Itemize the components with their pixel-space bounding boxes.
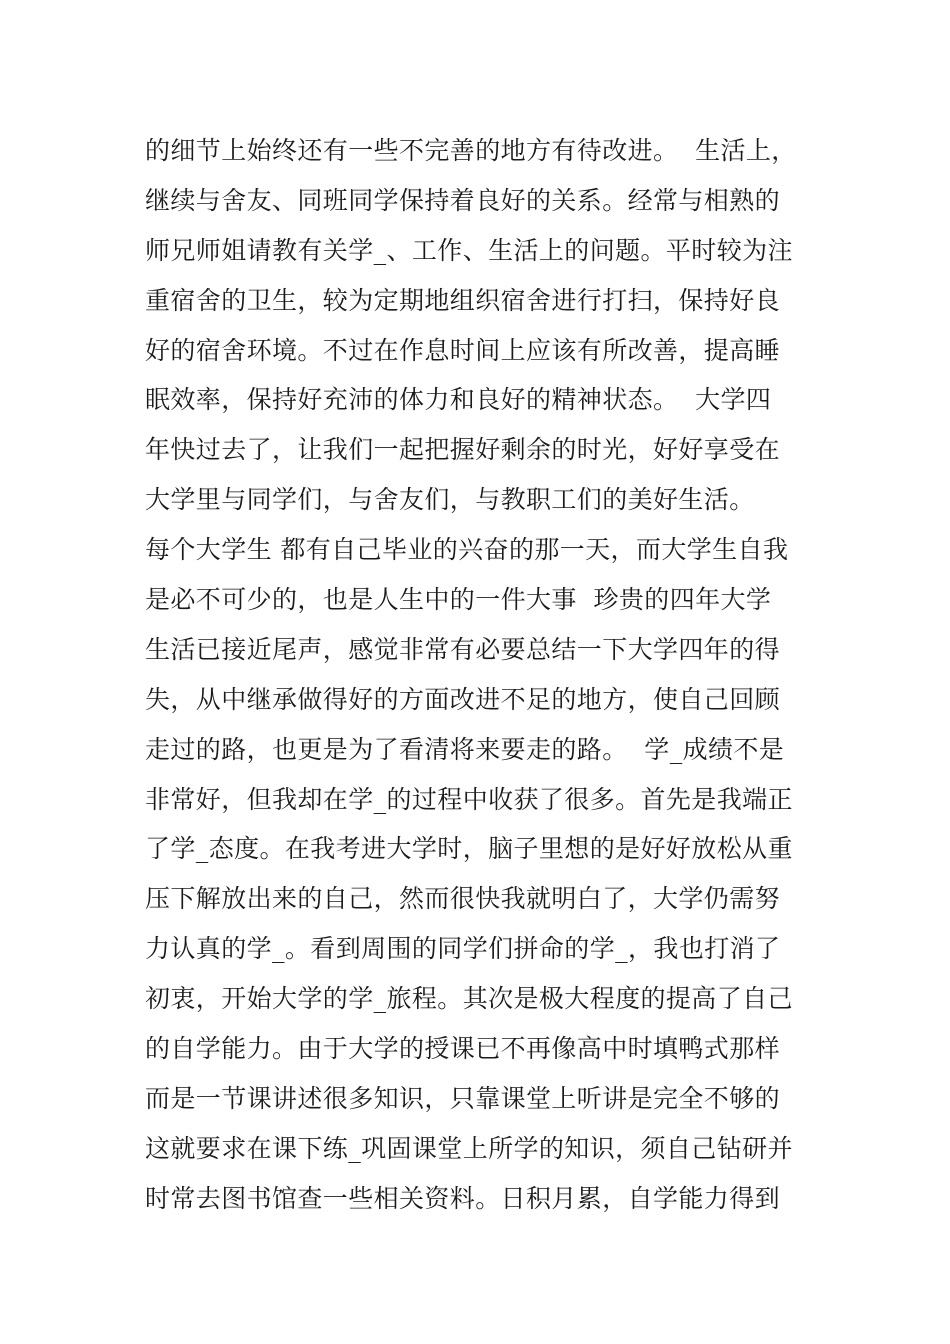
text-line: 而是一节课讲述很多知识，只靠课堂上听讲是完全不够的 — [145, 1083, 781, 1113]
text-line: 眠效率，保持好充沛的体力和良好的精神状态。 大学四 — [145, 385, 772, 415]
text-line: 这就要求在课下练_巩固课堂上所学的知识，须自己钻研并 — [145, 1133, 793, 1163]
document-body-text — [145, 126, 810, 1224]
text-line: 年快过去了，让我们一起把握好剩余的时光，好好享受在 — [145, 435, 781, 465]
text-line: 是必不可少的，也是人生中的一件大事 珍贵的四年大学 — [145, 585, 772, 615]
text-line: 每个大学生 都有自己毕业的兴奋的那一天，而大学生自我 — [145, 535, 789, 565]
text-line: 师兄师姐请教有关学_、工作、生活上的问题。平时较为注 — [145, 235, 793, 265]
text-line: 大学里与同学们，与舍友们，与教职工们的美好生活。 — [145, 485, 755, 515]
text-line: 生活已接近尾声，感觉非常有必要总结一下大学四年的得 — [145, 634, 781, 664]
text-line: 了学_态度。在我考进大学时，脑子里想的是好好放松从重 — [145, 834, 793, 864]
text-line: 力认真的学_。看到周围的同学们拼命的学_，我也打消了 — [145, 934, 781, 964]
text-line: 走过的路，也更是为了看清将来要走的路。 学_成绩不是 — [145, 734, 785, 764]
text-line: 非常好，但我却在学_的过程中收获了很多。首先是我端正 — [145, 784, 793, 814]
text-line: 重宿舍的卫生，较为定期地组织宿舍进行打扫，保持好良 — [145, 285, 781, 315]
text-line: 失，从中继承做得好的方面改进不足的地方，使自己回顾 — [145, 684, 781, 714]
text-line: 的细节上始终还有一些不完善的地方有待改进。 生活上， — [145, 136, 797, 165]
text-line: 好的宿舍环境。不过在作息时间上应该有所改善，提高睡 — [145, 335, 781, 365]
text-line: 的自学能力。由于大学的授课已不再像高中时填鸭式那样 — [145, 1034, 781, 1064]
text-line: 压下解放出来的自己，然而很快我就明白了，大学仍需努 — [145, 884, 781, 914]
text-line: 初衷，开始大学的学_旅程。其次是极大程度的提高了自己 — [145, 984, 793, 1014]
text-line: 继续与舍友、同班同学保持着良好的关系。经常与相熟的 — [145, 185, 781, 215]
text-line: 时常去图书馆查一些相关资料。日积月累，自学能力得到 — [145, 1183, 781, 1213]
